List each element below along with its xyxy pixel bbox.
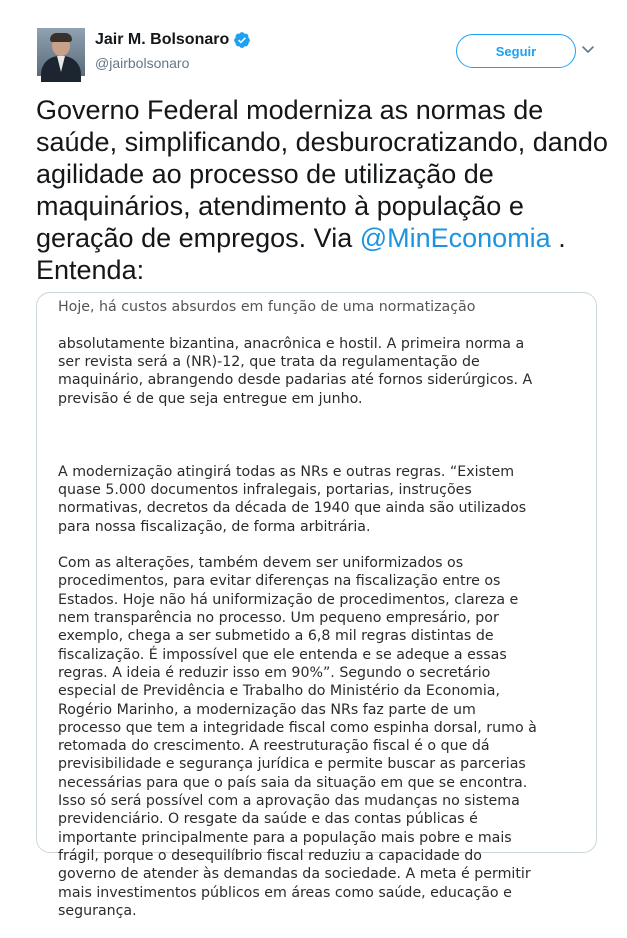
attached-image[interactable] [36,292,597,919]
document-paragraph-2: A modernização atingirá todas as NRs e outras regras. “Existem quase 5.000 documentos infralegais, portarias, instruções normativas, decretos da década de 1940 que ainda são utilizados para nossa fiscalização, de forma arbitrária. [58,463,527,535]
avatar[interactable] [37,28,85,76]
name-row [95,31,251,49]
tweet-text-tail: . Entenda: [36,223,566,285]
document-paragraph-1: absolutamente bizantina, anacrônica e hostil. A primeira norma a ser revista será a (NR)-12, que trata da regulamentação de maquinário, abrangendo desde padarias até fornos siderúrgicos. A previsão é de que seja entregue em junho. [58,335,533,407]
follow-button[interactable]: Seguir [456,34,576,68]
document-top-line: Hoje, há custos absurdos em função de uma normatização [58,299,476,316]
tweet-header [0,0,627,90]
account-handle[interactable]: @jairbolsonaro [95,55,190,71]
document-paragraph-3: Com as alterações, também devem ser uniformizados os procedimentos, para evitar diferenças na fiscalização entre os Estados. Hoje não há uniformização de procedimentos, clareza e nem transparência no processo. Um pequeno empresário, por exemplo, chega a ser submetido a 6,8 mil regras distintas de fiscalização. É impossível que ele entenda e se adeque a essas regras. A ideia é reduzir isso em 90%”. Segundo o secretário especial de Previdência e Trabalho do Ministério da Economia, Rogério Marinho, a modernização das NRs faz parte de um processo que tem a integridade fiscal como espinha dorsal, rumo à retomada do crescimento. A reestruturação fiscal é o que dá previsibilidade e segurança jurídica e permite buscar as parcerias necessárias para que o país saia da situação em que se encontra. Isso só será possível com a aprovação das mudanças no sistema previdenciário. O resgate da saúde e das contas públicas é importante principalmente para a população mais pobre e mais frágil, porque o desequilíbrio fiscal reduziu a capacidade do governo de atender às demandas da sociedade. A meta é permitir mais investimentos públicos em áreas como saúde, educação e segurança. [58,555,537,919]
verified-badge-icon [233,31,251,49]
mention-link[interactable]: @MinEconomia [359,223,551,253]
document-text [58,280,588,938]
tweet-text-body: Governo Federal moderniza as normas de saúde, simplificando, desburocratizando, dando agilidade ao processo de utilização de maquinários, atendimento à população e geração de empregos. Via [36,95,608,253]
tweet-text [36,94,616,286]
chevron-down-icon[interactable] [579,40,597,58]
account-name[interactable]: Jair M. Bolsonaro [95,31,230,48]
